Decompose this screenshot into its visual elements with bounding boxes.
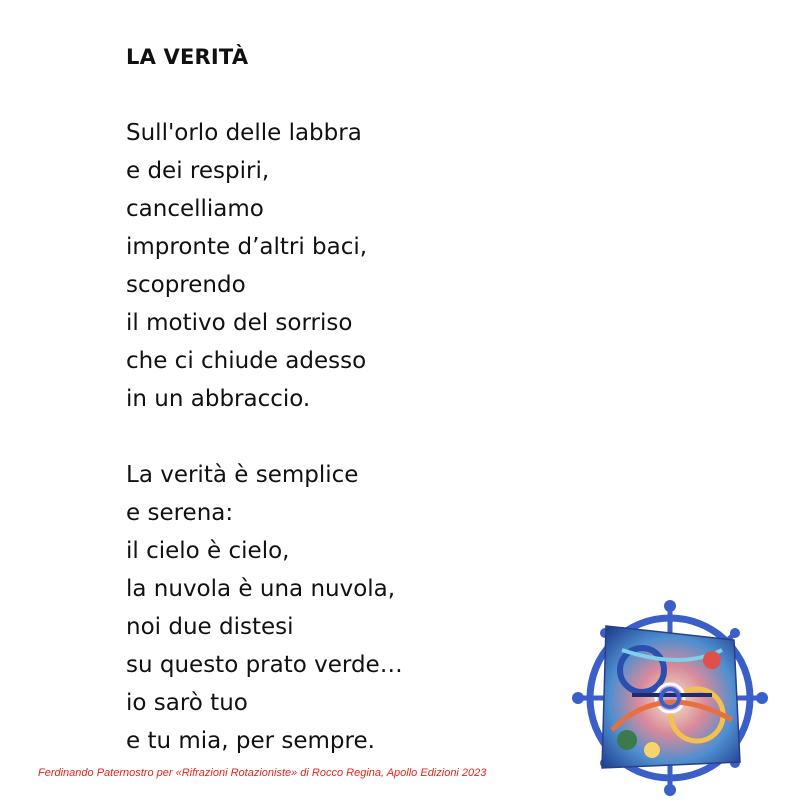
verse-line: impronte d’altri baci,: [126, 234, 368, 260]
poem: [126, 38, 556, 798]
verse-line: io sarò tuo: [126, 690, 248, 716]
verse-line: e tu mia, per sempre.: [126, 728, 375, 754]
ship-wheel-painting-icon: [572, 600, 768, 796]
verse-line: noi due distesi: [126, 614, 294, 640]
verse-line: La verità è semplice: [126, 462, 359, 488]
verse-line: e dei respiri,: [126, 158, 270, 184]
stanza-1: [126, 114, 556, 418]
verse-line: che ci chiude adesso: [126, 348, 367, 374]
verse-line: il cielo è cielo,: [126, 538, 290, 564]
verse-line: il motivo del sorriso: [126, 310, 353, 336]
verse-line: scoprendo: [126, 272, 246, 298]
stanza-2: [126, 456, 556, 760]
verse-line: Sull'orlo delle labbra: [126, 120, 362, 146]
verse-line: la nuvola è una nuvola,: [126, 576, 396, 602]
verse-line: e serena:: [126, 500, 234, 526]
poem-title: LA VERITÀ: [126, 45, 249, 69]
verse-line: cancelliamo: [126, 196, 264, 222]
credit-line: Ferdinando Paternostro per «Rifrazioni Rotazioniste» di Rocco Regina, Apollo Edizioni 2023: [38, 767, 487, 779]
verse-line: su questo prato verde…: [126, 652, 403, 678]
verse-line: in un abbraccio.: [126, 386, 311, 412]
